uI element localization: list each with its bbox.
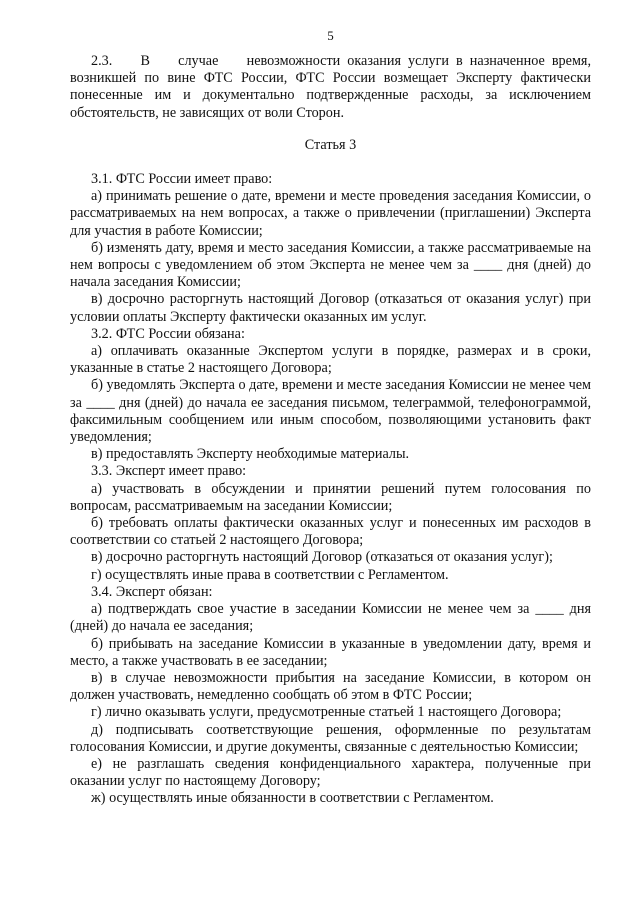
page-number: 5 [327,28,334,43]
clause-3-4-b: б) прибывать на заседание Комиссии в указанные в уведомлении дату, время и место, а также участвовать в ее заседании; [70,635,591,669]
clause-3-2-heading: 3.2. ФТС России обязана: [91,325,245,342]
document-page [70,28,591,808]
clause-3-2-a: а) оплачивать оказанные Экспертом услуги в порядке, размерах и в сроки, указанные в статье 2 настоящего Договора; [70,343,591,377]
clause-3-2-b: б) уведомлять Эксперта о дате, времени и месте заседания Комиссии не менее чем за ____ дня (дней) до начала ее заседания письмом, телеграммой, телефонограммой, факсимильным сообщением или иным способом, позволяющими установить факт уведомления; [70,377,591,446]
clause-3-4-e: е) не разглашать сведения конфиденциального характера, полученные при оказании услуг по настоящему Договору; [70,755,591,790]
clause-3-1-v: в) досрочно расторгнуть настоящий Договор (отказаться от оказания услуг) при условии оплаты Эксперту фактически оказанных им услуг. [70,291,591,325]
clause-3-1-b: б) изменять дату, время и место заседания Комиссии, а также рассматриваемые на нем вопросы с уведомлением об этом Эксперта не менее чем за ____ дня (дней) до начала заседания Комиссии; [70,239,591,291]
clause-3-4-heading: 3.4. Эксперт обязан: [91,583,213,600]
clause-3-3-a: а) участвовать в обсуждении и принятии решений путем голосования по вопросам, рассматриваемым на заседании Комиссии; [70,480,591,514]
clause-3-1-a: а) принимать решение о дате, времени и месте проведения заседания Комиссии, о рассматриваемых на нем вопросах, а также о привлечении (приглашении) Эксперта для участия в работе Комиссии; [70,188,591,239]
clause-3-4-a: а) подтверждать свое участие в заседании Комиссии не менее чем за ____ дня (дней) до начала ее заседания; [70,601,591,635]
clause-3-3-g: г) осуществлять иные права в соответствии с Регламентом. [91,566,449,583]
clause-2-3-paragraph: 2.3. В случае невозможности оказания услуги в назначенное время, возникшей по вине ФТС России, ФТС России возмещает Эксперту фактически понесенные им и документально подтвержденные расходы, за исключением обстоятельств, не зависящих от воли Сторон. [70,53,591,121]
clause-3-2-v: в) предоставлять Эксперту необходимые материалы. [91,446,410,463]
clause-3-4-d: д) подписывать соответствующие решения, оформленные по результатам голосования Комиссии, и другие документы, связанные с деятельностью Комиссии; [70,721,591,755]
article-title: Статья 3 [304,136,357,153]
clause-3-3-heading: 3.3. Эксперт имеет право: [91,463,247,480]
clause-3-3-b: б) требовать оплаты фактически оказанных услуг и понесенных им расходов в соответствии со статьей 2 настоящего Договора; [70,515,591,549]
clause-3-3-v: в) досрочно расторгнуть настоящий Договор (отказаться от оказания услуг); [91,549,553,566]
clause-3-4-zh: ж) осуществлять иные обязанности в соответствии с Регламентом. [91,790,494,807]
clause-3-4-v: в) в случае невозможности прибытия на заседание Комиссии, в котором он должен участвовать, немедленно сообщать об этом в ФТС России; [70,669,591,704]
clause-3-4-g: г) лично оказывать услуги, предусмотренные статьей 1 настоящего Договора; [91,704,562,721]
clause-3-1-heading: 3.1. ФТС России имеет право: [91,171,273,188]
